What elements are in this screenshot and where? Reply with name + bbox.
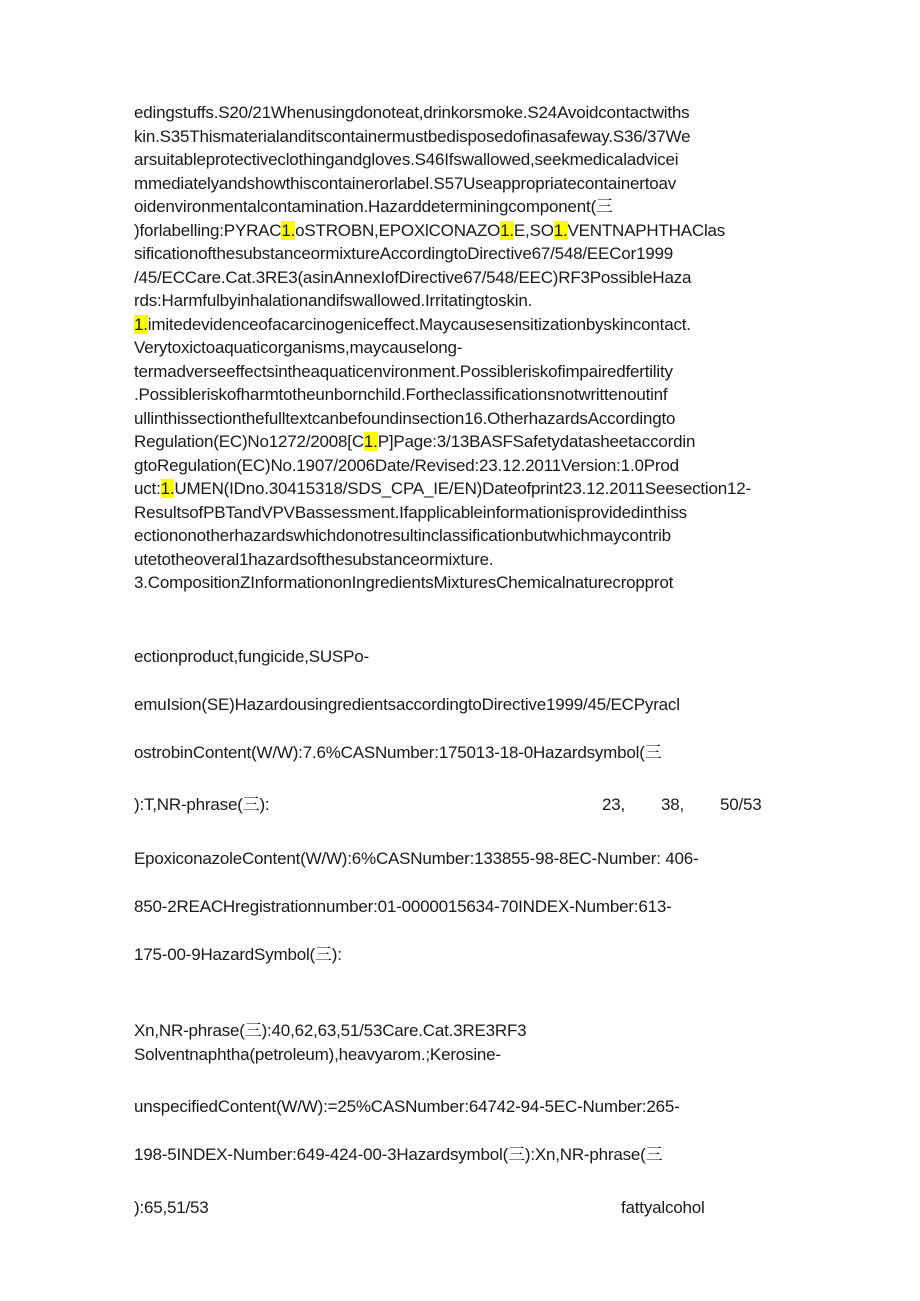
paragraph-line (134, 289, 532, 313)
paragraph-line (134, 571, 673, 595)
text-run: termadverseeffectsintheaquaticenvironment.Possibleriskofimpairedfertility (134, 361, 673, 381)
text-run: oidenvironmentalcontamination.Hazarddeterminingcomponent(三 (134, 197, 613, 216)
paragraph-line (134, 360, 673, 384)
highlighted-text: 1. (134, 314, 148, 334)
text-run: )forlabelling:PYRAC (134, 220, 282, 240)
highlighted-text: 1. (553, 220, 568, 240)
text-run: sificationofthesubstanceormixtureAccordingtoDirective67/548/EECor1999 (134, 244, 673, 263)
highlighted-text: 1. (281, 220, 296, 240)
text-run: Verytoxictoaquaticorganisms,maycauselong- (134, 338, 463, 357)
text-line: Xn,NR-phrase(三):40,62,63,51/53Care.Cat.3RE3RF3 (134, 1021, 527, 1040)
paragraph-line (134, 383, 667, 407)
paragraph-line (134, 313, 691, 337)
text-line: 850-2REACHregistrationnumber:01-0000015634-70INDEX-Number:613- (134, 897, 672, 916)
text-run: oSTROBN,EPOXlCONAZO (295, 220, 501, 240)
paragraph-line (134, 242, 673, 266)
text-run: UMEN(IDno.30415318/SDS_CPA_IE/EN)Dateofprint23.12.2011Seesect (174, 479, 705, 498)
text-line: EpoxiconazoleContent(W/W):6%CASNumber:133855-98-8EC-Number: 406- (134, 849, 699, 868)
text-run: E,SO (513, 220, 554, 240)
paragraph-line (134, 454, 679, 478)
text-run: gtoRegulation(EC)No.1907/2006Date/Revised:23.12.2011Version:1.0Prod (134, 455, 679, 475)
paragraph-line (134, 336, 462, 360)
text-run: mmediatelyandshowthiscontainerorlabel.S57Useappropriatecontainertoav (134, 173, 677, 193)
text-line: 175-00-9HazardSymbol(三): (134, 945, 342, 964)
text-line: ostrobinContent(W/W):7.6%CASNumber:175013-18-0Hazardsymbol(三 (134, 743, 662, 762)
paragraph-line (134, 548, 493, 572)
r-phrase-number: 50/53 (720, 795, 762, 814)
r-phrase-number: 38, (661, 795, 685, 814)
paragraph-line (134, 219, 725, 243)
highlighted-text: 1. (500, 220, 514, 240)
text-run: utetotheoveral1hazardsofthesubstanceormixture. (134, 549, 494, 569)
text-line: Solventnaphtha(petroleum),heavyarom.;Kerosine- (134, 1045, 501, 1064)
paragraph-line (134, 195, 613, 219)
paragraph-line (134, 101, 689, 125)
paragraph-line (134, 430, 695, 454)
text-line: ):65,51/53 (134, 1198, 209, 1217)
paragraph-line (134, 148, 678, 172)
paragraph-line (134, 501, 687, 525)
text-line: emuIsion(SE)HazardousingredientsaccordingtoDirective1999/45/ECPyracl (134, 695, 680, 714)
highlighted-text: 1. (363, 432, 378, 451)
paragraph-line (134, 125, 690, 149)
paragraph-line (134, 407, 675, 431)
paragraph-line (134, 524, 671, 548)
text-line: 198-5INDEX-Number:649-424-00-3Hazardsymbol(三):Xn,NR-phrase(三 (134, 1145, 663, 1164)
body-paragraph (134, 101, 789, 595)
text-run: P]Page:3/13BASFSafetydatasheetaccordin (377, 432, 696, 451)
text-fragment: fattyalcohol (621, 1198, 705, 1217)
text-run: imitedevidenceofacarcinogeniceffect.Maycausesensitizationbyskincontact. (147, 314, 691, 334)
text-run: ion12- (704, 479, 751, 498)
text-run: /45/ECCare.Cat.3RE3(asinAnnexIofDirective67/548/EEC)RF3PossibleHaza (134, 267, 692, 287)
text-line: unspecifiedContent(W/W):=25%CASNumber:64742-94-5EC-Number:265- (134, 1097, 680, 1116)
text-run: edingstuffs.S20/21Whenusingdonoteat,drinkorsmoke.S24Avoidcontactwiths (134, 103, 690, 122)
text-run: arsuitableprotectiveclothingandgloves.S46Ifswallowed,seekmedicaladvicei (134, 150, 679, 169)
text-run: ullinthissectionthefulltextcanbefoundinsection16.OtherhazardsAccordingto (134, 408, 676, 428)
text-run: ResultsofPBTandVPVBassessment.Ifapplicableinformationisprovidedinthiss (134, 502, 687, 522)
text-run: Regulation(EC)No1272/2008[C (134, 432, 364, 451)
text-run: ectiononotherhazardswhichdonotresultinclassificationbutwhichmaycontrib (134, 526, 671, 545)
text-run: 3.CompositionZInformationonIngredientsMixturesChemicalnaturecropprot (134, 573, 674, 592)
text-line: ectionproduct,fungicide,SUSPo- (134, 647, 369, 666)
text-run: uct: (134, 479, 161, 498)
highlighted-text: 1. (160, 479, 175, 498)
paragraph-line (134, 477, 705, 501)
text-run: kin.S35Thismaterialanditscontainermustbedisposedofinasafeway.S36/37We (134, 126, 691, 146)
paragraph-line (705, 477, 751, 501)
text-run: VENTNAPHTHAClas (567, 220, 726, 240)
paragraph-line (134, 266, 691, 290)
r-phrase-number: 23, (602, 795, 626, 814)
text-run: .Possibleriskofharmtotheunbornchild.Fortheclassificationsnotwrittenoutinf (134, 385, 668, 404)
paragraph-line (134, 172, 676, 196)
text-run: rds:Harmfulbyinhalationandifswallowed.Irritatingtoskin. (134, 291, 533, 310)
text-line: ):T,NR-phrase(三): (134, 795, 270, 814)
